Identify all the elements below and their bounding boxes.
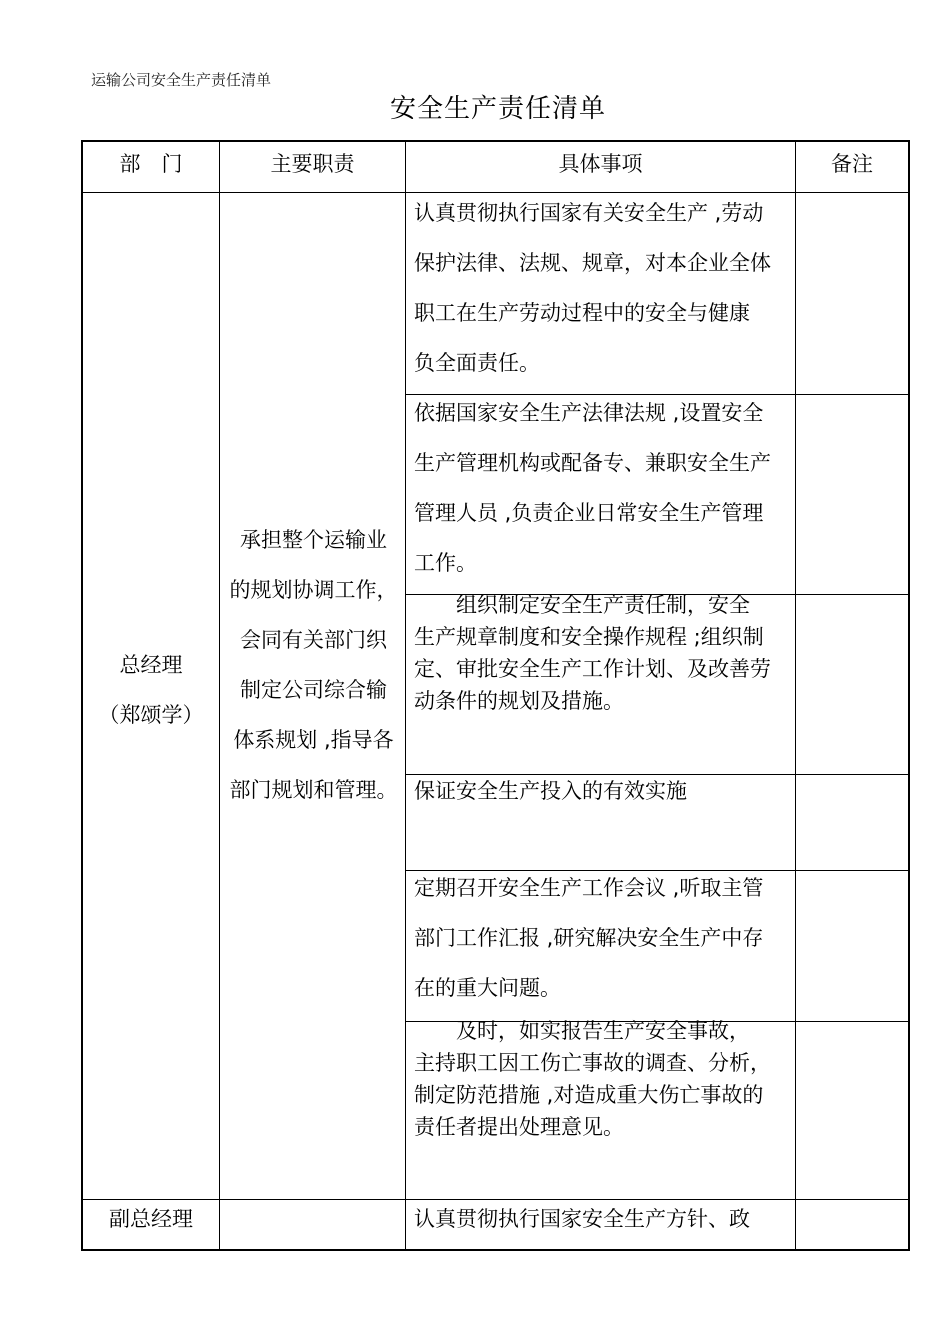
specific-item: 及时，如实报告生产安全事故， 主持职工因工伤亡事故的调查、分析， 制定防范措施 ,对造成重大伤亡事故的 责任者提出处理意见。 <box>414 1019 771 1139</box>
specific-item: 认真贯彻执行国家安全生产方针、政 <box>414 1207 750 1231</box>
column-header-remarks: 备注 <box>831 152 873 176</box>
main-duty-text: 承担整个运输业 的规划协调工作， 会同有关部门织 制定公司综合输 体系规划 ,指导各 部门规划和管理。 <box>229 528 398 802</box>
specific-item: 组织制定安全生产责任制，安全 生产规章制度和安全操作规程 ;组织制 定、审批安全生产工作计划、及改善劳 动条件的规划及措施。 <box>414 593 771 713</box>
column-header-main-duty: 主要职责 <box>270 152 355 176</box>
running-header: 运输公司安全生产责任清单 <box>91 71 272 89</box>
page-title: 安全生产责任清单 <box>389 94 606 124</box>
col-divider <box>219 142 220 1249</box>
department-person: （郑颂学） <box>98 703 204 727</box>
column-header-specific-items: 具体事项 <box>558 152 643 176</box>
specific-item: 保证安全生产投入的有效实施 <box>414 779 687 803</box>
specific-item: 定期召开安全生产工作会议 ,听取主管 部门工作汇报 ,研究解决安全生产中存 在的重大问题。 <box>414 876 764 1000</box>
col-divider <box>795 142 796 1249</box>
col-divider <box>405 142 406 1249</box>
department-name: 总经理 <box>119 653 183 677</box>
responsibility-table <box>81 140 910 1251</box>
department-name: 副总经理 <box>109 1207 193 1231</box>
column-header-department: 部 门 <box>119 152 183 176</box>
specific-item: 认真贯彻执行国家有关安全生产 ,劳动 保护法律、法规、规章，对本企业全体 职工在生产劳动过程中的安全与健康 负全面责任。 <box>414 201 771 375</box>
specific-item: 依据国家安全生产法律法规 ,设置安全 生产管理机构或配备专、兼职安全生产 管理人员 ,负责企业日常安全生产管理 工作。 <box>414 401 771 575</box>
